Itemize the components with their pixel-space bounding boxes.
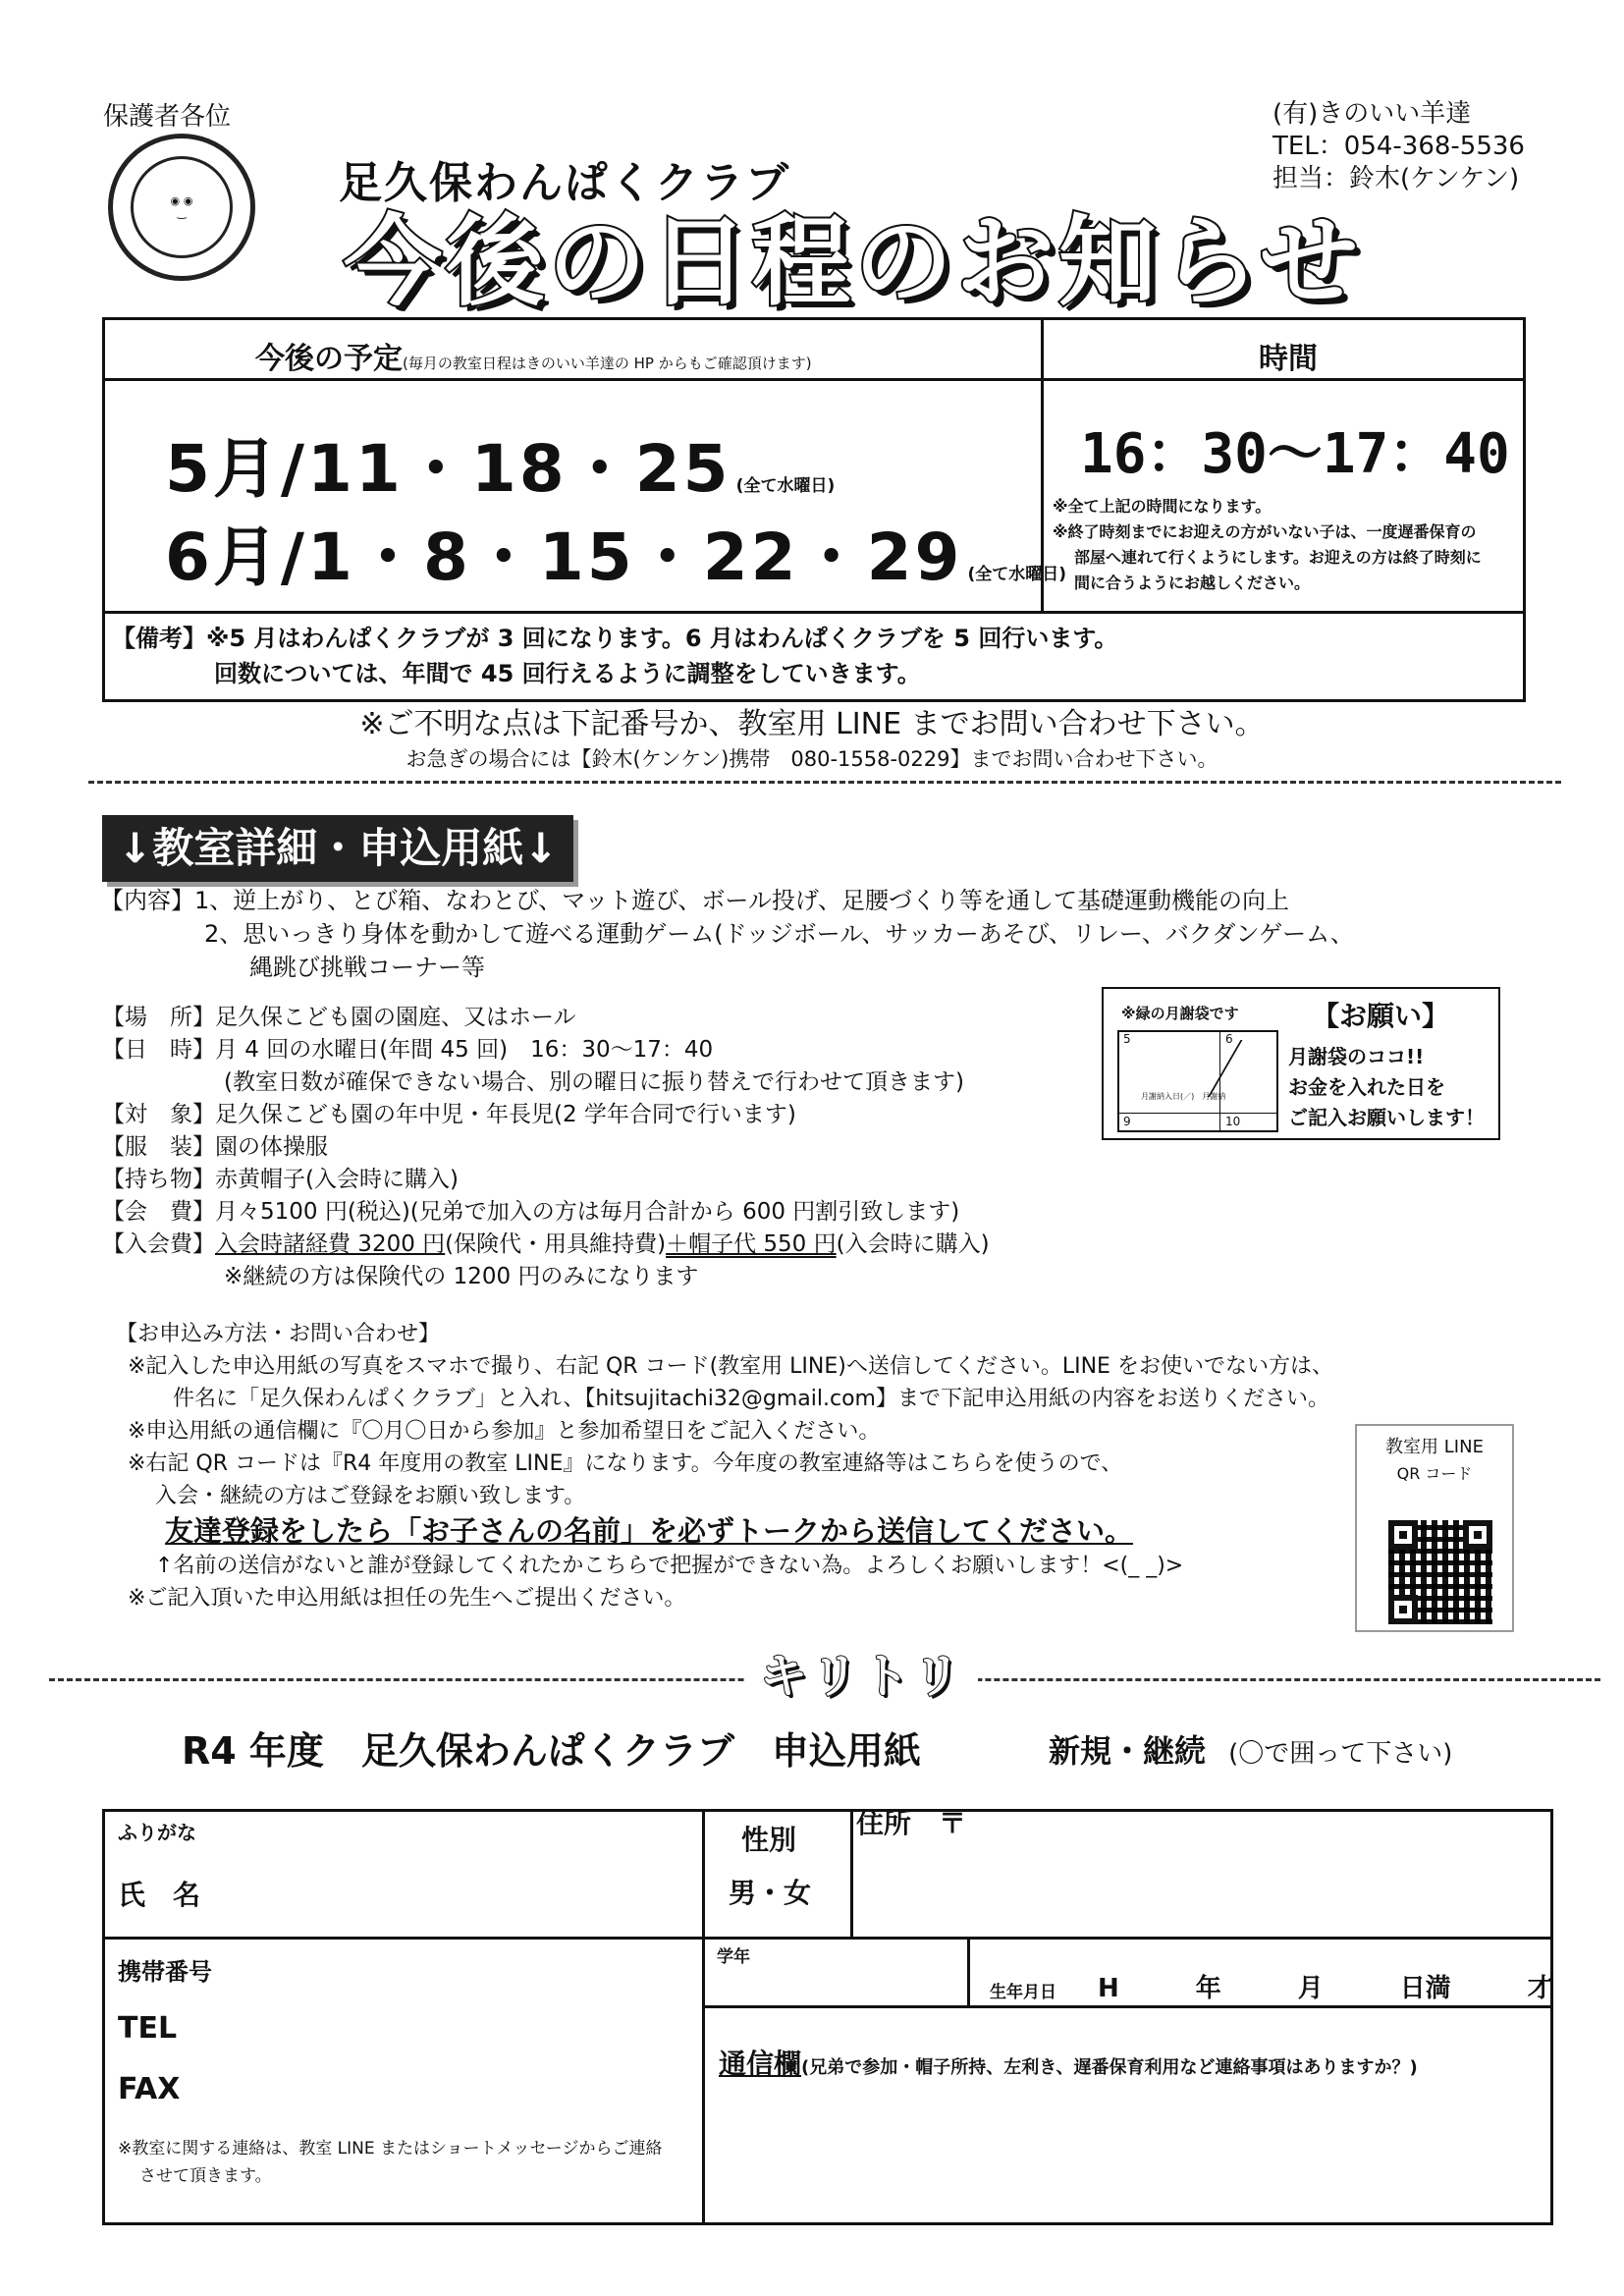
schedule-heading-text: 今後の予定 <box>255 342 403 376</box>
form-type <box>1049 1726 1452 1772</box>
request-line-1: 月謝袋のココ!! <box>1288 1045 1425 1068</box>
qr-finder-tr <box>1463 1520 1492 1550</box>
mobile-label: 携帯番号 <box>118 1958 212 1986</box>
request-line-2: お金を入れた日を <box>1288 1075 1445 1099</box>
may-dates: 5月/11・18・25 <box>165 431 731 507</box>
class-time: 16：30〜17：40 <box>1080 422 1510 486</box>
audience-label: 保護者各位 <box>103 102 232 132</box>
june-schedule <box>165 505 1066 598</box>
qr-box <box>1355 1424 1514 1632</box>
may-schedule <box>165 416 835 510</box>
entry-fee-note: ※継続の方は保険代の 1200 円のみになります <box>224 1264 699 1289</box>
apply-line-3: ※申込用紙の通信欄に『〇月〇日から参加』と参加希望日をご記入ください。 <box>128 1419 881 1444</box>
request-box <box>1102 987 1500 1140</box>
time-note-3: 部屋へ連れて行くようにします。お迎えの方は終了時刻に <box>1074 548 1482 567</box>
time-note-4: 間に合うようにお越しください。 <box>1074 574 1311 592</box>
fax-label: FAX <box>118 2072 181 2106</box>
qr-label-1: 教室用 LINE <box>1385 1437 1484 1457</box>
time-heading: 時間 <box>1259 342 1318 376</box>
apply-line-5: 入会・継続の方はご登録をお願い致します。 <box>155 1484 586 1508</box>
june-dates: 6月/1・8・15・22・29 <box>165 519 963 595</box>
details-content <box>100 884 1354 984</box>
qr-label-2: QR コード <box>1396 1464 1473 1483</box>
memo-note: (兄弟で参加・帽子所持、左利き、遅番保育利用など連絡事項はありますか？) <box>801 2057 1418 2078</box>
company-tel: TEL：054-368-5536 <box>1272 132 1525 161</box>
cell-5: 5 <box>1123 1032 1131 1046</box>
cell-10: 10 <box>1225 1115 1241 1128</box>
form-vline-grade <box>967 1937 970 2005</box>
entry-fee-breakdown: (保険代・用具維持費) <box>445 1231 667 1257</box>
qr-finder-bl <box>1388 1595 1418 1624</box>
club-logo <box>108 134 255 281</box>
detail-target: 【対 象】足久保こども園の年中児・年長児(2 学年合同で行います) <box>102 1102 796 1127</box>
schedule-heading <box>255 334 812 377</box>
tel-input[interactable] <box>196 2011 687 2050</box>
form-vline-gender <box>850 1809 853 1937</box>
memo-label: 通信欄 <box>719 2048 802 2080</box>
content-line-1: 【内容】1、逆上がり、とび箱、なわとび、マット遊び、ボール投げ、足腰づくり等を通して基礎運動機能の向上 <box>100 887 1289 914</box>
detail-place: 【場 所】足久保こども園の園庭、又はホール <box>102 1005 576 1030</box>
envelope-diagram <box>1117 1030 1278 1132</box>
qr-finder-tl <box>1388 1520 1418 1550</box>
time-note-2: ※終了時刻までにお迎えの方がいない子は、一度遅番保育の <box>1053 522 1477 541</box>
details-list <box>102 1002 990 1293</box>
form-vline-main <box>702 1809 705 2225</box>
detail-fee: 【会 費】月々5100 円(税込)(兄弟で加入の方は毎月合計から 600 円割引致します) <box>102 1199 960 1225</box>
apply-line-1: ※記入した申込用紙の写真をスマホで撮り、右記 QR コード(教室用 LINE)へ送信してください。LINE をお使いでない方は、 <box>128 1354 1333 1379</box>
request-title: 【お願い】 <box>1312 1000 1450 1032</box>
tel-label: TEL <box>118 2011 178 2046</box>
schedule-remarks <box>112 621 1117 691</box>
company-name: (有)きのいい羊達 <box>1272 99 1472 129</box>
gender-label: 性別 <box>741 1824 797 1856</box>
inquiry-line-1: ※ご不明な点は下記番号か、教室用 LINE までお問い合わせ下さい。 <box>359 707 1265 741</box>
inquiry-section <box>0 705 1624 774</box>
apply-line-6: 友達登録をしたら「お子さんの名前」を必ずトークから送信してください。 <box>165 1514 1134 1548</box>
time-note-1: ※全て上記の時間になります。 <box>1053 497 1272 516</box>
form-hline-1 <box>102 1937 1553 1940</box>
name-label: 氏 名 <box>118 1879 201 1911</box>
detail-date: 【日 時】月 4 回の水曜日(年間 45 回) 16：30〜17：40 <box>102 1037 714 1063</box>
june-note: (全て水曜日) <box>967 565 1067 584</box>
contact-note <box>118 2135 662 2190</box>
form-title: R4 年度 足久保わんぱくクラブ 申込用紙 <box>182 1729 921 1773</box>
detail-date-note: (教室日数が確保できない場合、別の曜日に振り替えで行わせて頂きます) <box>224 1069 964 1095</box>
contact-note-1: ※教室に関する連絡は、教室 LINE またはショートメッセージからご連絡 <box>118 2139 663 2159</box>
birth-fields[interactable]: H 年 月 日満 才 <box>1098 1974 1553 2003</box>
club-name: 足久保わんぱくクラブ <box>339 158 790 208</box>
request-text <box>1288 1042 1485 1133</box>
gender-options[interactable]: 男・女 <box>729 1877 812 1909</box>
inquiry-line-2: お急ぎの場合には【鈴木(ケンケン)携帯 080-1558-0229】までお問い合わせ下さい。 <box>406 747 1218 771</box>
request-line-3: ご記入お願いします！ <box>1288 1106 1485 1129</box>
schedule-remark-divider <box>102 611 1526 614</box>
mascot-icon: ◉ ◉ ‿ <box>131 156 233 258</box>
fax-input[interactable] <box>196 2072 687 2111</box>
hat-fee-note: (入会時に購入) <box>836 1231 990 1257</box>
entry-label: 【入会費】 <box>102 1231 215 1257</box>
apply-line-2: 件名に「足久保わんぱくクラブ」と入れ、【hitsujitachi32@gmail.com】まで下記申込用紙の内容をお送りください。 <box>173 1387 1329 1411</box>
schedule-header-divider <box>102 378 1526 381</box>
cell-9: 9 <box>1123 1115 1131 1128</box>
company-info <box>1272 98 1525 195</box>
form-type-options[interactable]: 新規・継続 <box>1049 1732 1207 1770</box>
form-hline-2 <box>702 2005 1553 2008</box>
apply-section <box>116 1318 1333 1614</box>
time-notes <box>1053 494 1482 596</box>
may-note: (全て水曜日) <box>735 476 836 496</box>
cut-label: キリトリ <box>746 1648 978 1705</box>
contact-person: 担当：鈴木(ケンケン) <box>1272 164 1520 193</box>
address-input[interactable] <box>982 1846 1532 1925</box>
detail-entry-fee <box>102 1229 990 1261</box>
inner-left: 月謝納入日( <box>1141 1092 1184 1101</box>
furigana-input[interactable] <box>285 1817 687 1846</box>
birth-label: 生年月日 <box>990 1983 1056 2002</box>
envelope-caption: ※緑の月謝袋です <box>1121 1005 1239 1022</box>
detail-items: 【持ち物】赤黄帽子(入会時に購入) <box>102 1167 459 1192</box>
apply-line-8: ※ご記入頂いた申込用紙は担任の先生へご提出ください。 <box>128 1586 686 1611</box>
inner-right: ) 月謝納 <box>1191 1092 1226 1101</box>
schedule-heading-note: (毎月の教室日程はきのいい羊達の HP からもご確認頂けます) <box>403 355 812 372</box>
remark-line-2: 回数については、年間で 45 回行えるように調整をしていきます。 <box>214 660 921 687</box>
detail-clothes: 【服 装】園の体操服 <box>102 1134 328 1160</box>
name-input[interactable] <box>285 1866 687 1915</box>
hat-fee: ＋帽子代 550 円 <box>666 1231 837 1257</box>
remark-line-1: 【備考】※5 月はわんぱくクラブが 3 回になります。6 月はわんぱくクラブを 5 回行います。 <box>112 625 1118 652</box>
details-banner: ↓教室詳細・申込用紙↓ <box>102 815 573 882</box>
section-divider <box>88 781 1561 784</box>
memo-heading <box>719 2043 1418 2082</box>
form-type-note: (〇で囲って下さい) <box>1228 1739 1453 1769</box>
memo-input[interactable] <box>719 2082 1534 2210</box>
qr-code-icon[interactable] <box>1388 1520 1492 1624</box>
inner-mid: ／ <box>1183 1092 1192 1101</box>
apply-heading: 【お申込み方法・お問い合わせ】 <box>116 1322 441 1346</box>
grade-input[interactable] <box>717 1964 952 1999</box>
contact-note-2: させて頂きます。 <box>139 2166 272 2186</box>
content-line-3: 縄跳び挑戦コーナー等 <box>249 954 485 981</box>
address-label: 住所 〒 <box>856 1807 967 1839</box>
envelope-row <box>1119 1113 1276 1114</box>
grade-label: 学年 <box>717 1947 750 1967</box>
cell-6: 6 <box>1225 1032 1233 1046</box>
furigana-label: ふりがな <box>118 1821 196 1844</box>
apply-line-4: ※右記 QR コードは『R4 年度用の教室 LINE』になります。今年度の教室連絡等はこちらを使うので、 <box>128 1451 1123 1476</box>
content-line-2: 2、思いっきり身体を動かして遊べる運動ゲーム(ドッジボール、サッカーあそび、リレー、バクダンゲーム、 <box>204 920 1354 948</box>
entry-fee-main: 入会時諸経費 3200 円 <box>215 1231 446 1257</box>
page-title: 今後の日程のお知らせ <box>344 204 1362 319</box>
apply-line-7: ↑名前の送信がないと誰が登録してくれたかこちらで把握ができない為。よろしくお願いします！<(_ _)> <box>155 1554 1184 1578</box>
